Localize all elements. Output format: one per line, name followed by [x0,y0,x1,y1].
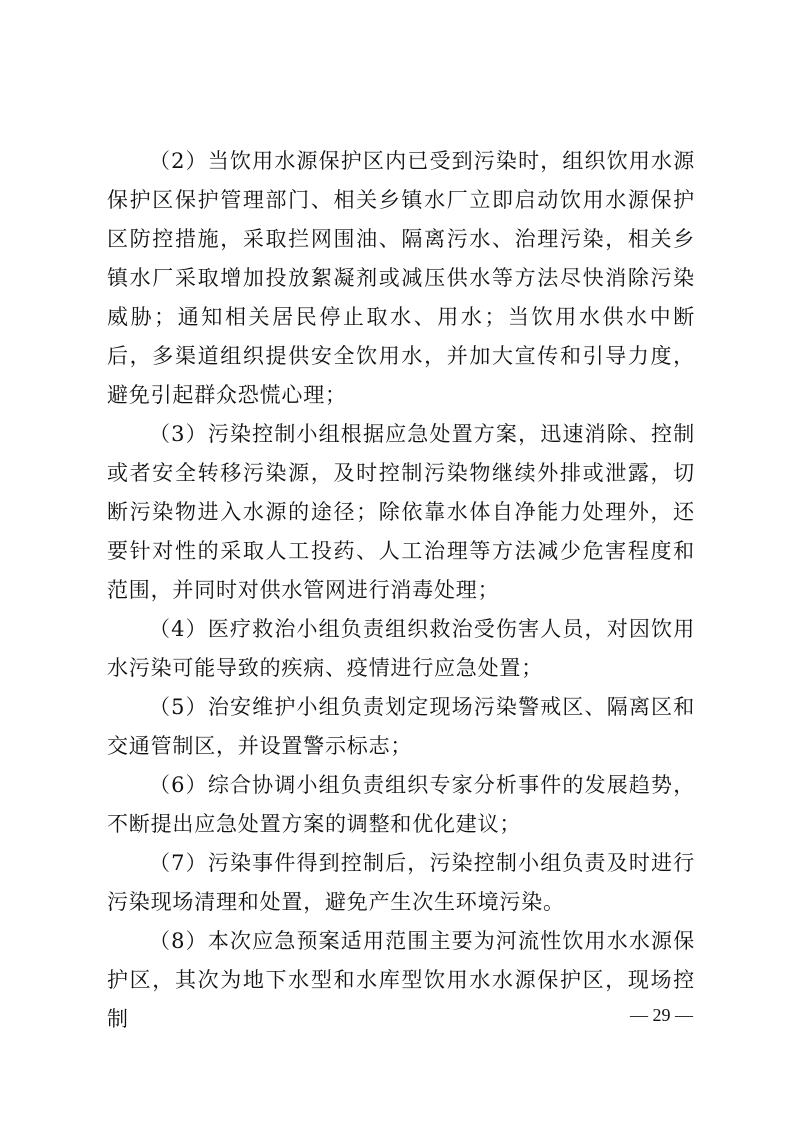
page-number: — 29 — [630,1005,693,1025]
paragraph-item-3: （3）污染控制小组根据应急处置方案，迅速消除、控制或者安全转移污染源，及时控制污染物继续外排或泄露，切断污染物进入水源的途径；除依靠水体自净能力处理外，还要针对性的采取人工投药、人工治理等方法减少危害程度和范围，并同时对供水管网进行消毒处理； [107,422,695,602]
paragraph-item-4: （4）医疗救治小组负责组织救治受伤害人员，对因饮用水污染可能导致的疾病、疫情进行应急处置； [107,617,695,680]
document-body [107,142,695,1039]
paragraph-item-6: （6）综合协调小组负责组织专家分析事件的发展趋势，不断提出应急处置方案的调整和优化建议； [107,773,695,836]
paragraph-item-5: （5）治安维护小组负责划定现场污染警戒区、隔离区和交通管制区，并设置警示标志； [107,695,695,758]
paragraph-item-2: （2）当饮用水源保护区内已受到污染时，组织饮用水源保护区保护管理部门、相关乡镇水厂立即启动饮用水源保护区防控措施，采取拦网围油、隔离污水、治理污染，相关乡镇水厂采取增加投放絮凝剂或减压供水等方法尽快消除污染威胁；通知相关居民停止取水、用水；当饮用水供水中断后，多渠道组织提供安全饮用水，并加大宣传和引导力度，避免引起群众恐慌心理； [107,149,695,407]
paragraph-item-8: （8）本次应急预案适用范围主要为河流性饮用水水源保护区，其次为地下水型和水库型饮用水水源保护区，现场控制 [107,929,695,1031]
paragraph-item-7: （7）污染事件得到控制后，污染控制小组负责及时进行污染现场清理和处置，避免产生次生环境污染。 [107,851,695,914]
